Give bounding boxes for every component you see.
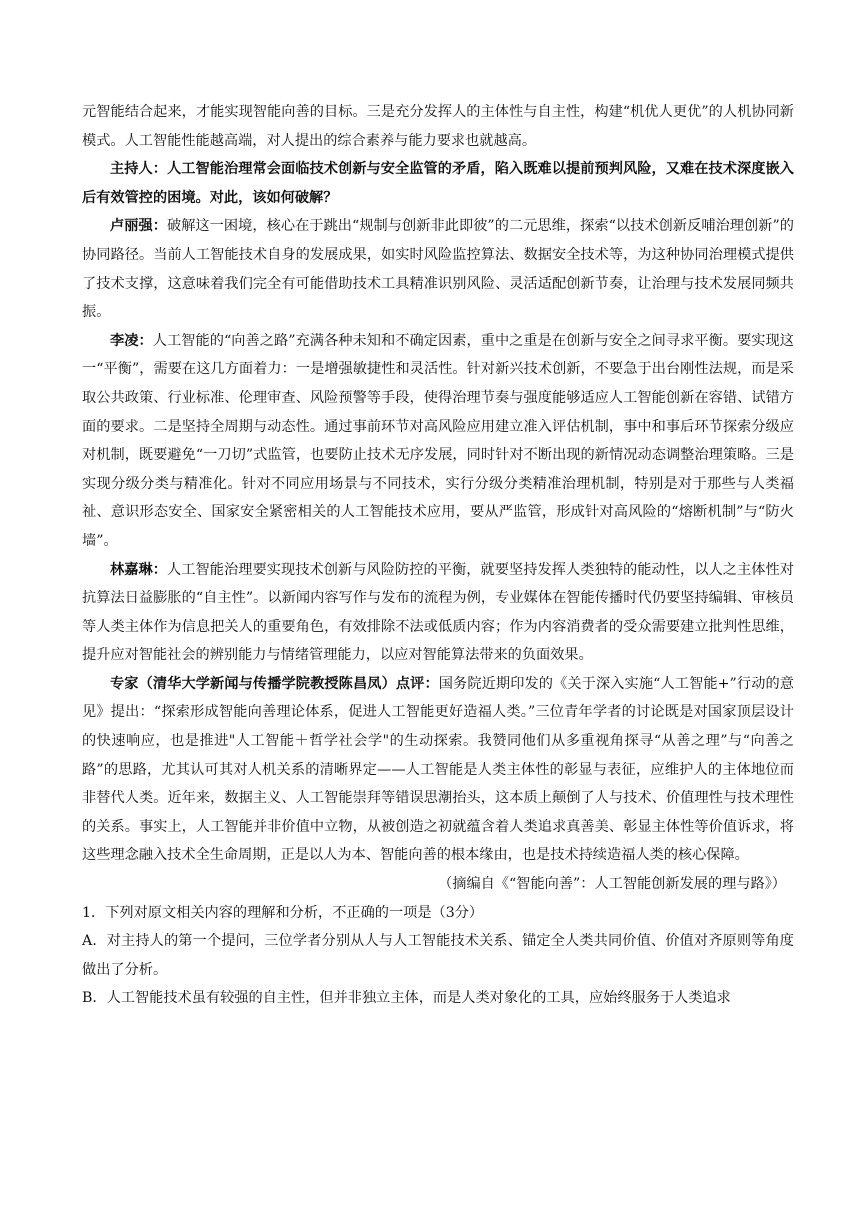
answer-text: 破解这一困境，核心在于跳出“规制与创新非此即彼”的二元思维，探索“以技术创新反哺治理创新”的协同路径。当前人工智能技术自身的发展成果，如实时风险监控算法、数据安全技术等，为这种协同治理模式提供了技术支撑，这意味着我们完全有可能借助技术工具精准识别风险、灵活适配创新节奏，让治理与技术发展同频共振。 [82,218,794,321]
expert-comment-text: 国务院近期印发的《关于深入实施“人工智能+”行动的意见》提出：“探索形成智能向善理论体系，促进人工智能更好造福人类。”三位青年学者的讨论既是对国家顶层设计的快速响应，也是推进"人工智能＋哲学社会学"的生动探索。我赞同他们从多重视角探寻“从善之理”与“向善之路”的思路，尤其认可其对人机关系的清晰界定——人工智能是人类主体性的彰显与表征，应维护人的主体地位而非替代人类。近年来，数据主义、人工智能崇拜等错误思潮抬头，这本质上颠倒了人与技术、价值理性与技术理性的关系。事实上，人工智能并非价值中立物，从被创造之初就蕴含着人类追求真善美、彰显主体性等价值诉求，将这些理念融入技术全生命周期，正是以人为本、智能向善的根本缘由，也是技术持续造福人类的核心保障。 [82,675,794,864]
answer-lin-jialin [82,556,794,670]
expert-speaker: 专家（清华大学新闻与传播学院教授陈昌凤）点评： [110,675,439,692]
answer-text: 人工智能的“向善之路”充满各种未知和不确定因素，重中之重是在创新与安全之间寻求平衡。要实现这一“平衡”，需要在这几方面着力：一是增强敏捷性和灵活性。针对新兴技术创新，不要急于出台刚性法规，而是采取公共政策、行业标准、伦理审查、风险预警等手段，使得治理节奏与强度能够适应人工智能创新在容错、试错方面的要求。二是坚持全周期与动态性。通过事前环节对高风险应用建立准入评估机制，事中和事后环节探索分级应对机制，既要避免“一刀切”式监管，也要防止技术无序发展，同时针对不断出现的新情况动态调整治理策略。三是实现分级分类与精准化。针对不同应用场景与不同技术，实行分级分类精准治理机制，特别是对于那些与人类福祉、意识形态安全、国家安全紧密相关的人工智能技术应用，要从严监管，形成针对高风险的“熔断机制”与“防火墙”。 [82,332,794,549]
answer-li-ling [82,327,794,556]
question-1-option-b: B．人工智能技术虽有较强的自主性，但并非独立主体，而是人类对象化的工具，应始终服务于人类追求 [82,990,731,1007]
intro-continuation: 元智能结合起来，才能实现智能向善的目标。三是充分发挥人的主体性与自主性，构建“机优人更优”的人机协同新模式。人工智能性能越高端，对人提出的综合素养与能力要求也就越高。 [82,104,794,149]
exam-page [82,98,794,1013]
question-1-stem: 1．下列对原文相关内容的理解和分析，不正确的一项是（3分） [82,904,484,921]
speaker-li-ling: 李凌： [110,332,153,349]
speaker-lu-liqiang: 卢丽强： [110,218,167,235]
host-speaker: 主持人： [110,161,168,178]
expert-comment [82,670,794,870]
answer-lu-liqiang [82,212,794,326]
question-1-option-a: A．对主持人的第一个提问，三位学者分别从人与人工智能技术关系、锚定全人类共同价值、价值对齐原则等角度做出了分析。 [82,933,794,978]
host-question-text: 人工智能治理常会面临技术创新与安全监管的矛盾，陷入既难以提前预判风险，又难在技术深度嵌入后有效管控的困境。对此，该如何破解？ [82,161,794,206]
host-question [82,155,794,212]
article-source: （摘编自《“智能向善”：人工智能创新发展的理与路》） [438,876,786,893]
speaker-lin-jialin: 林嘉琳： [110,561,168,578]
answer-text: 人工智能治理要实现技术创新与风险防控的平衡，就要坚持发挥人类独特的能动性，以人之主体性对抗算法日益膨胀的“自主性”。以新闻内容写作与发布的流程为例，专业媒体在智能传播时代仍要坚持编辑、审核员等人类主体作为信息把关人的重要角色，有效排除不法或低质内容；作为内容消费者的受众需要建立批判性思维，提升应对智能社会的辨别能力与情绪管理能力，以应对智能算法带来的负面效果。 [82,561,794,664]
